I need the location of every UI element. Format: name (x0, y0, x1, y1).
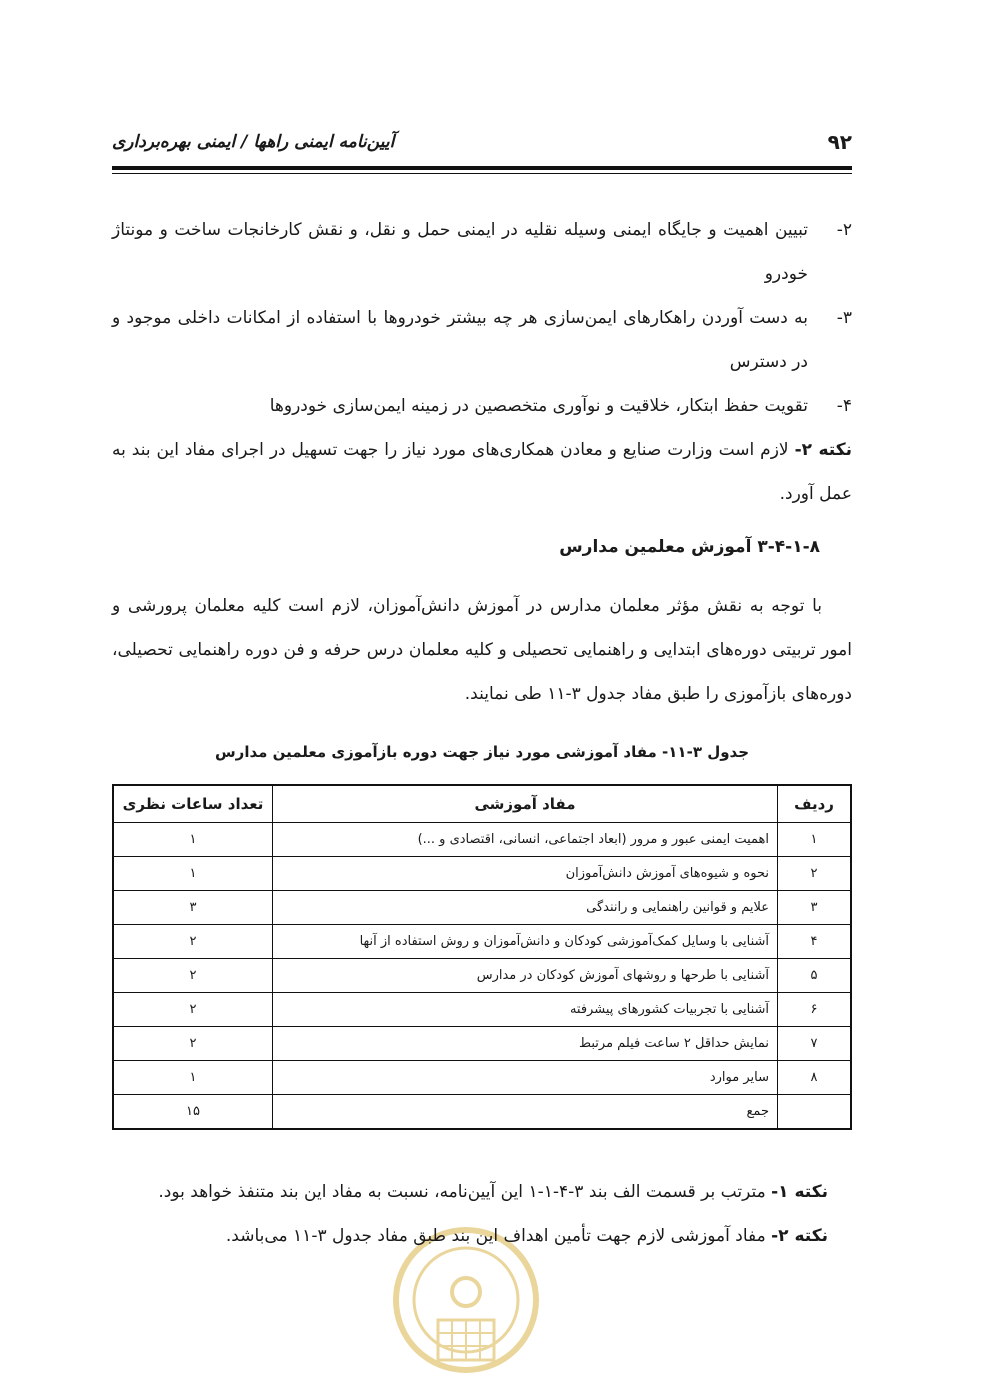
note-text: مفاد آموزشی لازم جهت تأمین اهداف این بند طبق مفاد جدول ۳-۱۱ می‌باشد. (225, 1226, 772, 1246)
curriculum-table (112, 784, 852, 1130)
note-label: نکته ۲- (794, 440, 852, 460)
column-header-index: ردیف (778, 785, 852, 823)
note-text: لازم است وزارت صنایع و معادن همکاری‌های مورد نیاز را جهت تسهیل در اجرای مفاد این بند به عمل آورد. (112, 440, 852, 504)
cell-title: اهمیت ایمنی عبور و مرور (ابعاد اجتماعی، انسانی، اقتصادی و ...) (273, 823, 778, 857)
header-rule-thick (112, 166, 852, 170)
cell-index (778, 1095, 852, 1130)
cell-hours: ۱ (113, 857, 273, 891)
list-item (112, 296, 852, 384)
table-row (113, 1027, 851, 1061)
objectives-list (112, 208, 852, 516)
running-title: آیین‌نامه ایمنی راهها / ایمنی بهره‌برداری (112, 132, 395, 152)
cell-title: نمایش حداقل ۲ ساعت فیلم مرتبط (273, 1027, 778, 1061)
list-item-number: ۴- (836, 396, 852, 416)
table-row (113, 857, 851, 891)
section-heading: ۳-۴-۱-۸ آموزش معلمین مدارس (559, 537, 820, 557)
list-item-text: تقویت حفظ ابتکار، خلاقیت و نوآوری متخصصین در زمینه ایمن‌سازی خودروها (269, 396, 808, 416)
table-row (113, 993, 851, 1027)
cell-hours: ۲ (113, 959, 273, 993)
list-item (112, 384, 852, 428)
cell-hours: ۱ (113, 1061, 273, 1095)
table-row (113, 925, 851, 959)
cell-index: ۴ (778, 925, 852, 959)
cell-hours: ۱ (113, 823, 273, 857)
cell-title: آشنایی با تجربیات کشورهای پیشرفته (273, 993, 778, 1027)
cell-total-hours: ۱۵ (113, 1095, 273, 1130)
list-item-number: ۳- (836, 308, 852, 328)
list-item (112, 208, 852, 296)
table-row (113, 959, 851, 993)
note-paragraph (112, 428, 852, 516)
cell-index: ۵ (778, 959, 852, 993)
table-header-row (113, 785, 851, 823)
section-paragraph-text: با توجه به نقش مؤثر معلمان مدارس در آموزش دانش‌آموزان، لازم است کلیه معلمان پرورشی و امور تربیتی دوره‌های ابتدایی و راهنمایی تحصیلی و کلیه معلمان درس حرفه و فن دوره راهنمایی تحصیلی، دوره‌های بازآموزی را طبق مفاد جدول ۳-۱۱ طی نمایند. (112, 596, 852, 704)
cell-title: سایر موارد (273, 1061, 778, 1095)
note-label: نکته ۱- (771, 1182, 828, 1202)
note-paragraph (112, 1170, 828, 1214)
bottom-notes (112, 1170, 828, 1258)
note-paragraph (112, 1214, 828, 1258)
cell-index: ۶ (778, 993, 852, 1027)
cell-title: آشنایی با وسایل کمک‌آموزشی کودکان و دانش‌آموزان و روش استفاده از آنها (273, 925, 778, 959)
table-row (113, 891, 851, 925)
column-header-title: مفاد آموزشی (273, 785, 778, 823)
note-text: مترتب بر قسمت الف بند ۳-۴-۱-۱ این آیین‌نامه، نسبت به مفاد این بند متنفذ خواهد بود. (158, 1182, 772, 1202)
list-item-number: ۲- (836, 220, 852, 240)
cell-index: ۸ (778, 1061, 852, 1095)
cell-hours: ۲ (113, 925, 273, 959)
cell-title: آشنایی با طرحها و روشهای آموزش کودکان در مدارس (273, 959, 778, 993)
list-item-text: تبیین اهمیت و جایگاه ایمنی وسیله نقلیه در ایمنی حمل و نقل، و نقش کارخانجات ساخت و مونتاژ خودرو (112, 220, 808, 284)
cell-index: ۱ (778, 823, 852, 857)
column-header-hours: تعداد ساعات نظری (113, 785, 273, 823)
page-header (112, 128, 852, 158)
cell-index: ۲ (778, 857, 852, 891)
cell-hours: ۲ (113, 993, 273, 1027)
cell-title: نحوه و شیوه‌های آموزش دانش‌آموزان (273, 857, 778, 891)
page-number: ۹۲ (827, 130, 852, 154)
note-label: نکته ۲- (771, 1226, 828, 1246)
header-rule-thin (112, 173, 852, 174)
cell-hours: ۳ (113, 891, 273, 925)
cell-hours: ۲ (113, 1027, 273, 1061)
cell-index: ۳ (778, 891, 852, 925)
table-row (113, 823, 851, 857)
table-total-row (113, 1095, 851, 1130)
list-item-text: به دست آوردن راهکارهای ایمن‌سازی هر چه بیشتر خودروها با استفاده از امکانات داخلی موجود و در دسترس (112, 308, 808, 372)
cell-total-label: جمع (273, 1095, 778, 1130)
table-caption: جدول ۳-۱۱- مفاد آموزشی مورد نیاز جهت دوره بازآموزی معلمین مدارس (214, 743, 750, 761)
table-row (113, 1061, 851, 1095)
cell-index: ۷ (778, 1027, 852, 1061)
cell-title: علایم و قوانین راهنمایی و رانندگی (273, 891, 778, 925)
section-paragraph (112, 584, 852, 716)
